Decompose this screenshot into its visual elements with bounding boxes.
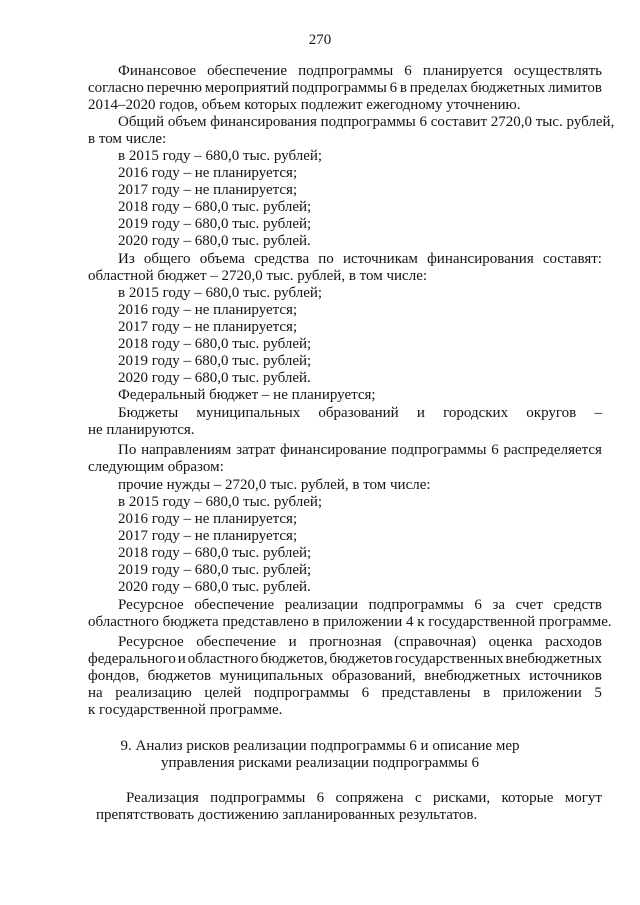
paragraph-total-line2: в том числе: (88, 131, 167, 147)
list-item: в 2015 году – 680,0 тыс. рублей; (118, 148, 323, 164)
paragraph-risks-line2: препятствовать достижению запланированных результатов. (96, 807, 478, 823)
list-item: 2016 году – не планируется; (118, 302, 298, 318)
paragraph-forecast-line3: фондов, бюджетов муниципальных образований, внебюджетных источников (88, 668, 602, 684)
list-item: 2019 году – 680,0 тыс. рублей; (118, 562, 312, 578)
paragraph-financing-line1: Финансовое обеспечение подпрограммы 6 планируется осуществлять (118, 63, 602, 79)
list-item: 2016 году – не планируется; (118, 165, 298, 181)
list-item: 2017 году – не планируется; (118, 319, 298, 335)
list-item: 2020 году – 680,0 тыс. рублей. (118, 233, 311, 249)
page-number: 270 (308, 32, 332, 48)
section-title-line2: управления рисками реализации подпрограммы 6 (160, 755, 480, 771)
section-title-line1: 9. Анализ рисков реализации подпрограммы 6 и описание мер (120, 738, 520, 754)
list-item: 2019 году – 680,0 тыс. рублей; (118, 353, 312, 369)
paragraph-directions-line1: По направлениям затрат финансирование подпрограммы 6 распределяется (118, 442, 602, 458)
list-item: 2018 году – 680,0 тыс. рублей; (118, 199, 312, 215)
paragraph-municipal-line2: не планируются. (88, 422, 195, 438)
paragraph-forecast-line4: на реализацию целей подпрограммы 6 представлены в приложении 5 (88, 685, 602, 701)
paragraph-financing-line3: 2014–2020 годов, объем которых подлежит ежегодному уточнению. (88, 97, 521, 113)
list-item: 2020 году – 680,0 тыс. рублей. (118, 370, 311, 386)
list-item: 2018 году – 680,0 тыс. рублей; (118, 336, 312, 352)
list-item: 2017 году – не планируется; (118, 528, 298, 544)
list-item: прочие нужды – 2720,0 тыс. рублей, в том числе: (118, 477, 431, 493)
paragraph-forecast-line5: к государственной программе. (88, 702, 283, 718)
paragraph-sources-line2: областной бюджет – 2720,0 тыс. рублей, в том числе: (88, 268, 428, 284)
paragraph-forecast-line1: Ресурсное обеспечение и прогнозная (справочная) оценка расходов (118, 634, 602, 650)
paragraph-risks-line1: Реализация подпрограммы 6 сопряжена с рисками, которые могут (126, 790, 602, 806)
paragraph-total-line1: Общий объем финансирования подпрограммы 6 составит 2720,0 тыс. рублей, (118, 114, 615, 130)
list-item: 2016 году – не планируется; (118, 511, 298, 527)
list-item: в 2015 году – 680,0 тыс. рублей; (118, 285, 323, 301)
list-item: Федеральный бюджет – не планируется; (118, 387, 376, 403)
list-item: 2019 году – 680,0 тыс. рублей; (118, 216, 312, 232)
paragraph-financing-line2: согласно перечню мероприятий подпрограммы 6 в пределах бюджетных лимитов (88, 80, 602, 96)
list-item: 2017 году – не планируется; (118, 182, 298, 198)
list-item: 2020 году – 680,0 тыс. рублей. (118, 579, 311, 595)
paragraph-sources-line1: Из общего объема средства по источникам финансирования составят: (118, 251, 602, 267)
paragraph-forecast-line2: федерального и областного бюджетов, бюджетов государственных внебюджетных (88, 651, 602, 667)
paragraph-directions-line2: следующим образом: (88, 459, 224, 475)
paragraph-resource-line1: Ресурсное обеспечение реализации подпрограммы 6 за счет средств (118, 597, 602, 613)
paragraph-municipal-line1: Бюджеты муниципальных образований и городских округов – (118, 405, 602, 421)
list-item: 2018 году – 680,0 тыс. рублей; (118, 545, 312, 561)
list-item: в 2015 году – 680,0 тыс. рублей; (118, 494, 323, 510)
paragraph-resource-line2: областного бюджета представлено в приложении 4 к государственной программе. (88, 614, 612, 630)
